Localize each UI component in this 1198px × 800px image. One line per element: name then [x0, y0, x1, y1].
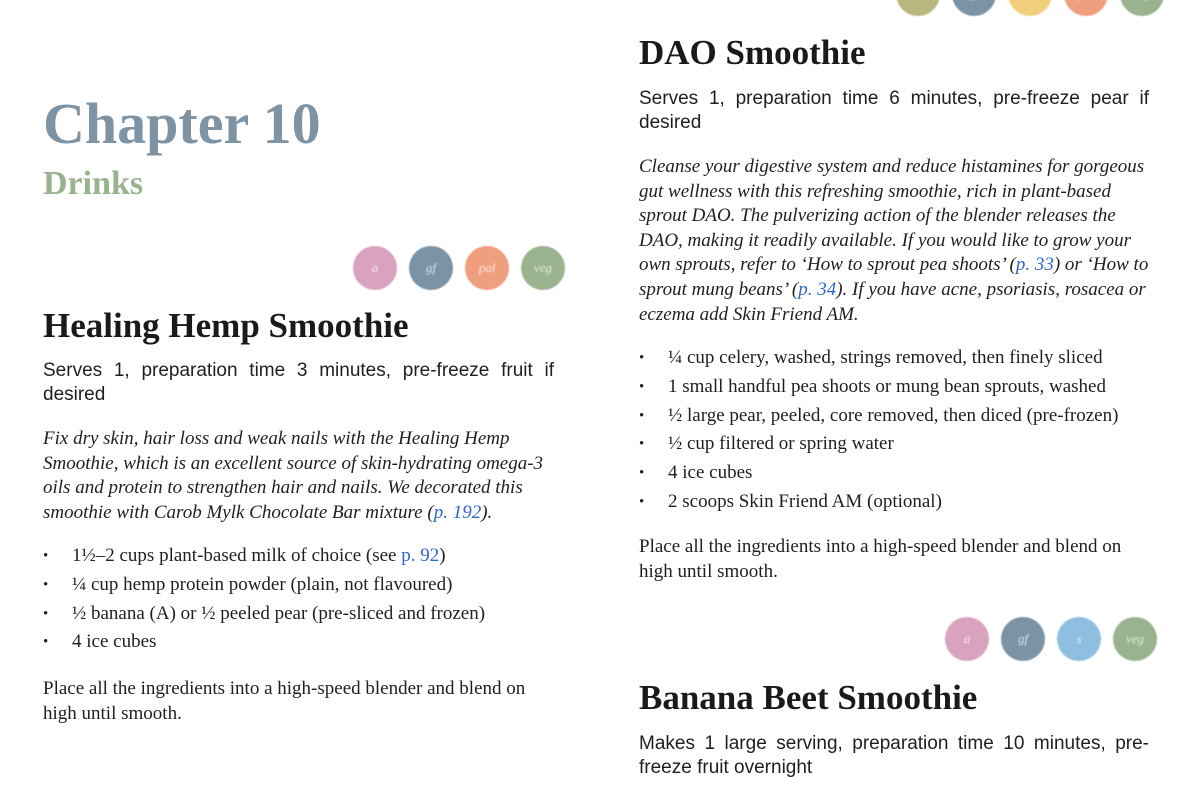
recipe-title: Healing Hemp Smoothie: [43, 306, 409, 345]
ingredient-text: 1½–2 cups plant-based milk of choice (see: [72, 545, 402, 566]
diet-badge-gf: [952, 0, 996, 16]
diet-badge-veg: veg: [1113, 617, 1157, 661]
list-item: [639, 488, 1118, 517]
intro-text: ). If you have acne, psoriasis, rosacea or eczema add Skin Friend AM.: [639, 278, 1146, 325]
recipe-method: Place all the ingredients into a high-speed blender and blend on high until smooth.: [639, 536, 1122, 582]
diet-badges-top: [896, 0, 1164, 16]
intro-text: ) or ‘How to sprout mung beans’ (: [639, 254, 1149, 300]
diet-badge-s: s: [1057, 617, 1101, 661]
page-link[interactable]: p. 34: [798, 278, 837, 300]
list-item: [43, 628, 485, 657]
page-link[interactable]: p. 92: [401, 545, 440, 566]
bullet: •: [639, 350, 645, 366]
list-item: [639, 459, 1118, 488]
list-item: [43, 542, 485, 571]
page-link[interactable]: p. 192: [433, 501, 482, 523]
bullet: •: [43, 634, 49, 651]
ingredient-text: ½ cup filtered or spring water: [668, 433, 894, 455]
bullet: •: [639, 378, 645, 395]
recipe-serves: Makes 1 large serving, preparation time 10 minutes, pre-freeze fruit overnight: [639, 733, 1149, 778]
bullet: •: [43, 605, 49, 622]
recipe-title: DAO Smoothie: [639, 33, 866, 72]
ingredient-text: 4 ice cubes: [668, 462, 753, 484]
ingredient-text: ¼ cup celery, washed, strings removed, then finely sliced: [668, 347, 1103, 368]
diet-badge-veg: veg: [521, 246, 565, 290]
list-item: [639, 430, 1118, 459]
diet-badge-gf: gf: [1001, 617, 1045, 661]
page-link[interactable]: p. 33: [1015, 254, 1054, 276]
chapter-subtitle: Drinks: [43, 165, 144, 202]
bullet: •: [639, 493, 645, 510]
intro-text: Cleanse your digestive system and reduce histamines for gorgeous gut wellness with this refreshing smoothie, rich in plant-based sprout DAO. The pulverizing action of the blender releases the DAO, making it readily available. If you would like to grow your own sprouts, refer to ‘How to sprout pea shoots’ (: [639, 156, 1145, 276]
diet-badge-gf: gf: [409, 246, 453, 290]
diet-badge-s: [1008, 0, 1052, 16]
diet-badge-pal: [1064, 0, 1108, 16]
diet-badge-pal: pal: [465, 246, 509, 290]
recipe-method: Place all the ingredients into a high-speed blender and blend on high until smooth.: [43, 678, 526, 724]
ingredient-text-end: ): [439, 545, 446, 566]
recipe-intro: [639, 155, 1151, 327]
diet-badges: [945, 617, 1157, 661]
ingredient-list: [639, 344, 1118, 517]
list-item: [639, 373, 1118, 402]
bullet: •: [43, 576, 49, 593]
list-item: [639, 402, 1118, 431]
list-item: [43, 571, 485, 600]
ingredient-text: ¼ cup hemp protein powder (plain, not flavoured): [72, 573, 453, 595]
bullet: •: [43, 548, 49, 564]
ingredient-text: ½ large pear, peeled, core removed, then diced (pre-frozen): [668, 404, 1119, 426]
bullet: •: [639, 407, 645, 424]
recipe-serves: Serves 1, preparation time 6 minutes, pre-freeze pear if desired: [639, 88, 1149, 133]
list-item: [43, 600, 485, 629]
diet-badge-veg: [1120, 0, 1164, 16]
diet-badge-a: a: [353, 246, 397, 290]
diet-badge-a: a: [945, 617, 989, 661]
ingredient-text: 2 scoops Skin Friend AM (optional): [668, 490, 942, 512]
ingredient-text: 1 small handful pea shoots or mung bean sprouts, washed: [668, 375, 1106, 397]
recipe-serves: Serves 1, preparation time 3 minutes, pre-freeze fruit if desired: [43, 360, 554, 405]
intro-text: Fix dry skin, hair loss and weak nails with the Healing Hemp Smoothie, which is an excellent source of skin-hydrating omega-3 oils and protein to strengthen hair and nails. We decorated this smoothie with Carob Mylk Chocolate Bar mixture (: [43, 428, 544, 523]
bullet: •: [639, 465, 645, 482]
chapter-title: Chapter 10: [43, 91, 321, 156]
recipe-title: Banana Beet Smoothie: [639, 678, 978, 717]
right-page: [599, 0, 1198, 800]
ingredient-list: [43, 542, 485, 657]
list-item: [639, 344, 1118, 373]
diet-badges: [353, 246, 565, 290]
recipe-intro: [43, 427, 555, 525]
ingredient-text: 4 ice cubes: [72, 631, 157, 653]
bullet: •: [639, 436, 645, 453]
diet-badge-a: [896, 0, 940, 16]
intro-end: ).: [481, 501, 493, 523]
ingredient-text: ½ banana (A) or ½ peeled pear (pre-sliced and frozen): [72, 602, 486, 624]
